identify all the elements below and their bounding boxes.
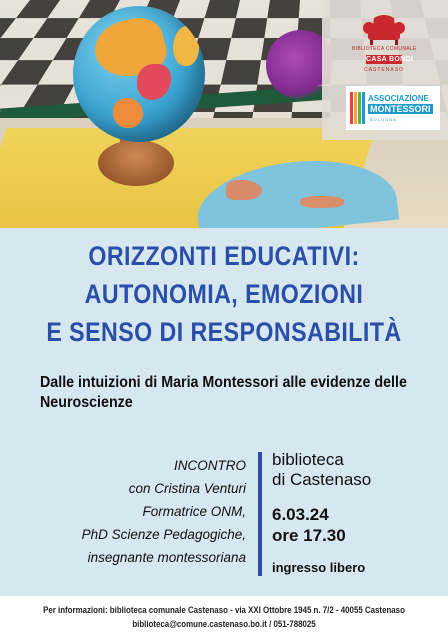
title-line-1: ORIZZONTI EDUCATIVI:: [88, 241, 360, 271]
speaker-role: PhD Scienze Pedagogiche,: [81, 527, 246, 542]
speaker-name: con Cristina Venturi: [128, 481, 246, 496]
speaker-block: [60, 454, 246, 569]
casa-bondi-logo: BIBLIOTECA COMUNALE CASA BONDI CASTENASO: [352, 12, 416, 76]
map-continent: [226, 180, 262, 200]
stripes-icon: [350, 92, 368, 124]
title-line-2: AUTONOMIA, EMOZIONI: [84, 279, 364, 309]
footer-contact: biblioteca@comune.castenaso.bo.it / 051-788025: [132, 619, 316, 629]
entry-info: ingresso libero: [272, 560, 366, 575]
speaker-role: insegnante montessoriana: [87, 550, 246, 565]
footer: [0, 596, 448, 640]
venue-line-1: biblioteca: [272, 450, 344, 469]
subtitle: Dalle intuizioni di Maria Montessori alle evidenze delle Neuroscienze: [40, 374, 407, 411]
venue-line-2: di Castenaso: [272, 470, 372, 489]
title-line-3: E SENSO DI RESPONSABILITÀ: [46, 317, 402, 347]
event-time: ore 17.30: [272, 526, 346, 545]
event-details: [272, 450, 442, 575]
globe-icon: [73, 6, 205, 142]
event-label: INCONTRO: [174, 458, 246, 473]
speaker-role: Formatrice ONM,: [142, 504, 246, 519]
map-continent: [300, 196, 344, 208]
footer-info: Per informazioni: biblioteca comunale Castenaso - via XXI Ottobre 1945 n. 7/2 - 40055 Castenaso: [43, 605, 405, 615]
vertical-divider: [258, 452, 262, 576]
associazione-montessori-logo: ASSOCIAZIONE MONTESSORI BOLOGNA: [346, 86, 440, 130]
globe-stand: [98, 140, 174, 186]
armchair-icon: [352, 12, 416, 46]
event-date: 6.03.24: [272, 505, 329, 524]
